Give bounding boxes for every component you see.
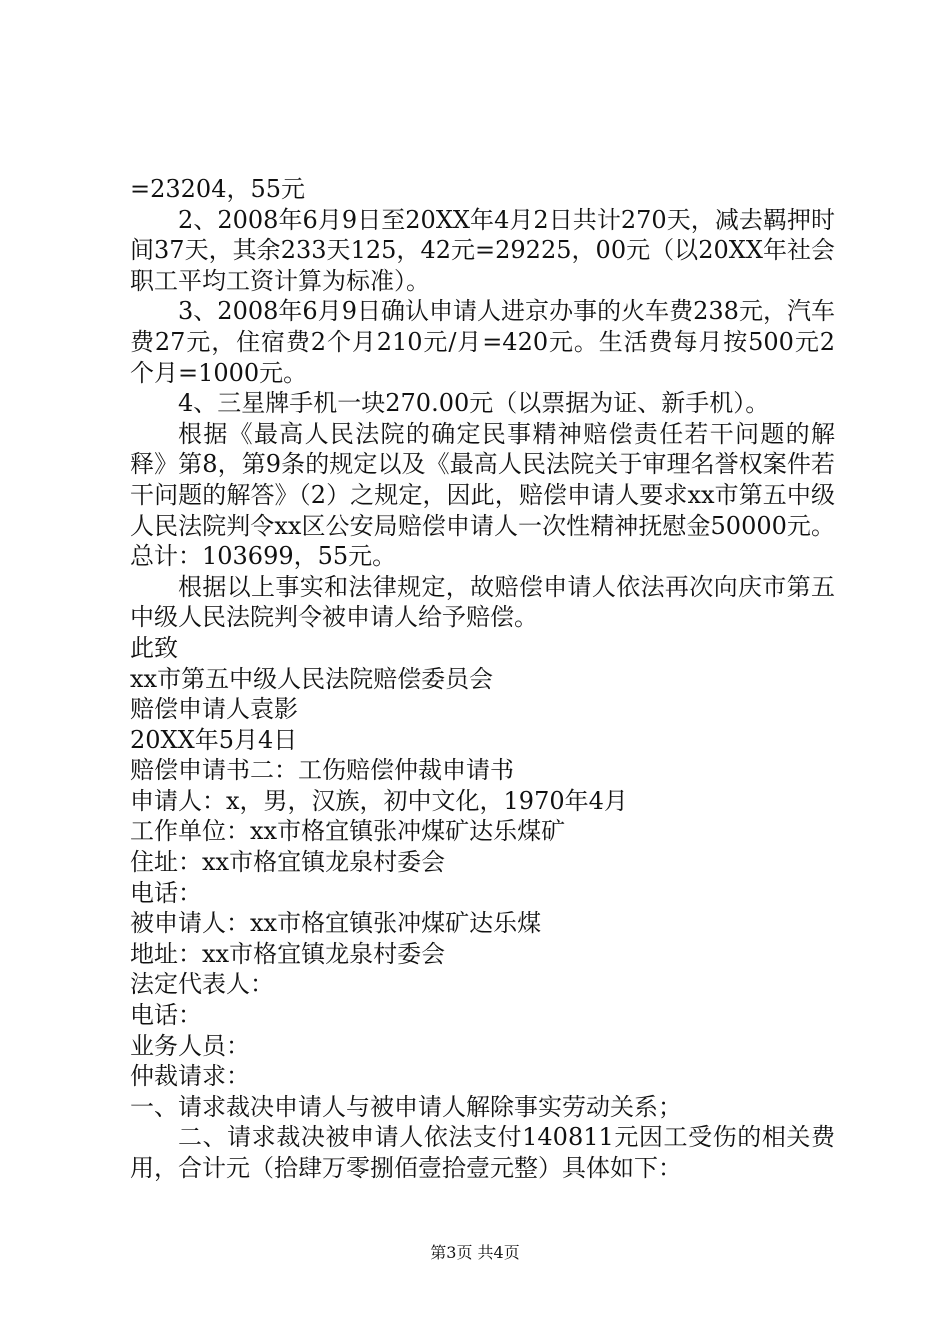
recipient-line: xx市第五中级人民法院赔偿委员会 [130,664,494,693]
arbitration-request-heading: 仲裁请求： [130,1062,250,1091]
applicant-signature: 赔偿申请人袁影 [130,695,298,724]
employer-line: 工作单位：xx市格宜镇张冲煤矿达乐煤矿 [130,817,566,846]
section-title: 赔偿申请书二：工伤赔偿仲裁申请书 [130,756,514,785]
request-item-1: 一、请求裁决申请人与被申请人解除事实劳动关系； [130,1092,682,1121]
phone-line: 电话： [130,878,202,907]
paragraph-legal-basis: 根据《最高人民法院的确定民事精神赔偿责任若干问题的解释》第8，第9条的规定以及《最高人民法院关于审理名誉权案件若干问题的解答》（2）之规定，因此，赔偿申请人要求xx市第五中级人民法院判令xx区公安局赔偿申请人一次性精神抚慰金50000元。总计：103699，55元。 [130,419,835,571]
document-body [130,174,835,1184]
request-item-2: 二、请求裁决被申请人依法支付140811元因工受伤的相关费用，合计元（拾肆万零捌佰壹拾壹元整）具体如下： [130,1123,835,1182]
page-number-footer: 第3页 共4页 [430,1243,520,1262]
respondent-phone-line: 电话： [130,1001,202,1030]
respondent-address-line: 地址：xx市格宜镇龙泉村委会 [130,939,446,968]
respondent-line: 被申请人：xx市格宜镇张冲煤矿达乐煤 [130,909,542,938]
paragraph-conclusion: 根据以上事实和法律规定，故赔偿申请人依法再次向庆市第五中级人民法院判令被申请人给予赔偿。 [130,572,835,632]
closing-salutation: 此致 [130,633,178,662]
paragraph-item-2: 2、2008年6月9日至20XX年4月2日共计270天，减去羁押时间37天，其余233天125，42元=29225，00元（以20XX年社会职工平均工资计算为标准）。 [130,205,835,295]
applicant-info: 申请人：x，男，汉族，初中文化，1970年4月 [130,786,628,815]
staff-line: 业务人员： [130,1031,250,1060]
paragraph-item-4: 4、三星牌手机一块270.00元（以票据为证、新手机）。 [178,389,770,418]
address-line: 住址：xx市格宜镇龙泉村委会 [130,848,446,877]
legal-representative-line: 法定代表人： [130,970,274,999]
paragraph-item-3: 3、2008年6月9日确认申请人进京办事的火车费238元，汽车费27元，住宿费2个月210元/月=420元。生活费每月按500元2个月=1000元。 [130,297,835,387]
paragraph-continuation: =23204，55元 [130,175,305,203]
date-line: 20XX年5月4日 [130,725,298,754]
